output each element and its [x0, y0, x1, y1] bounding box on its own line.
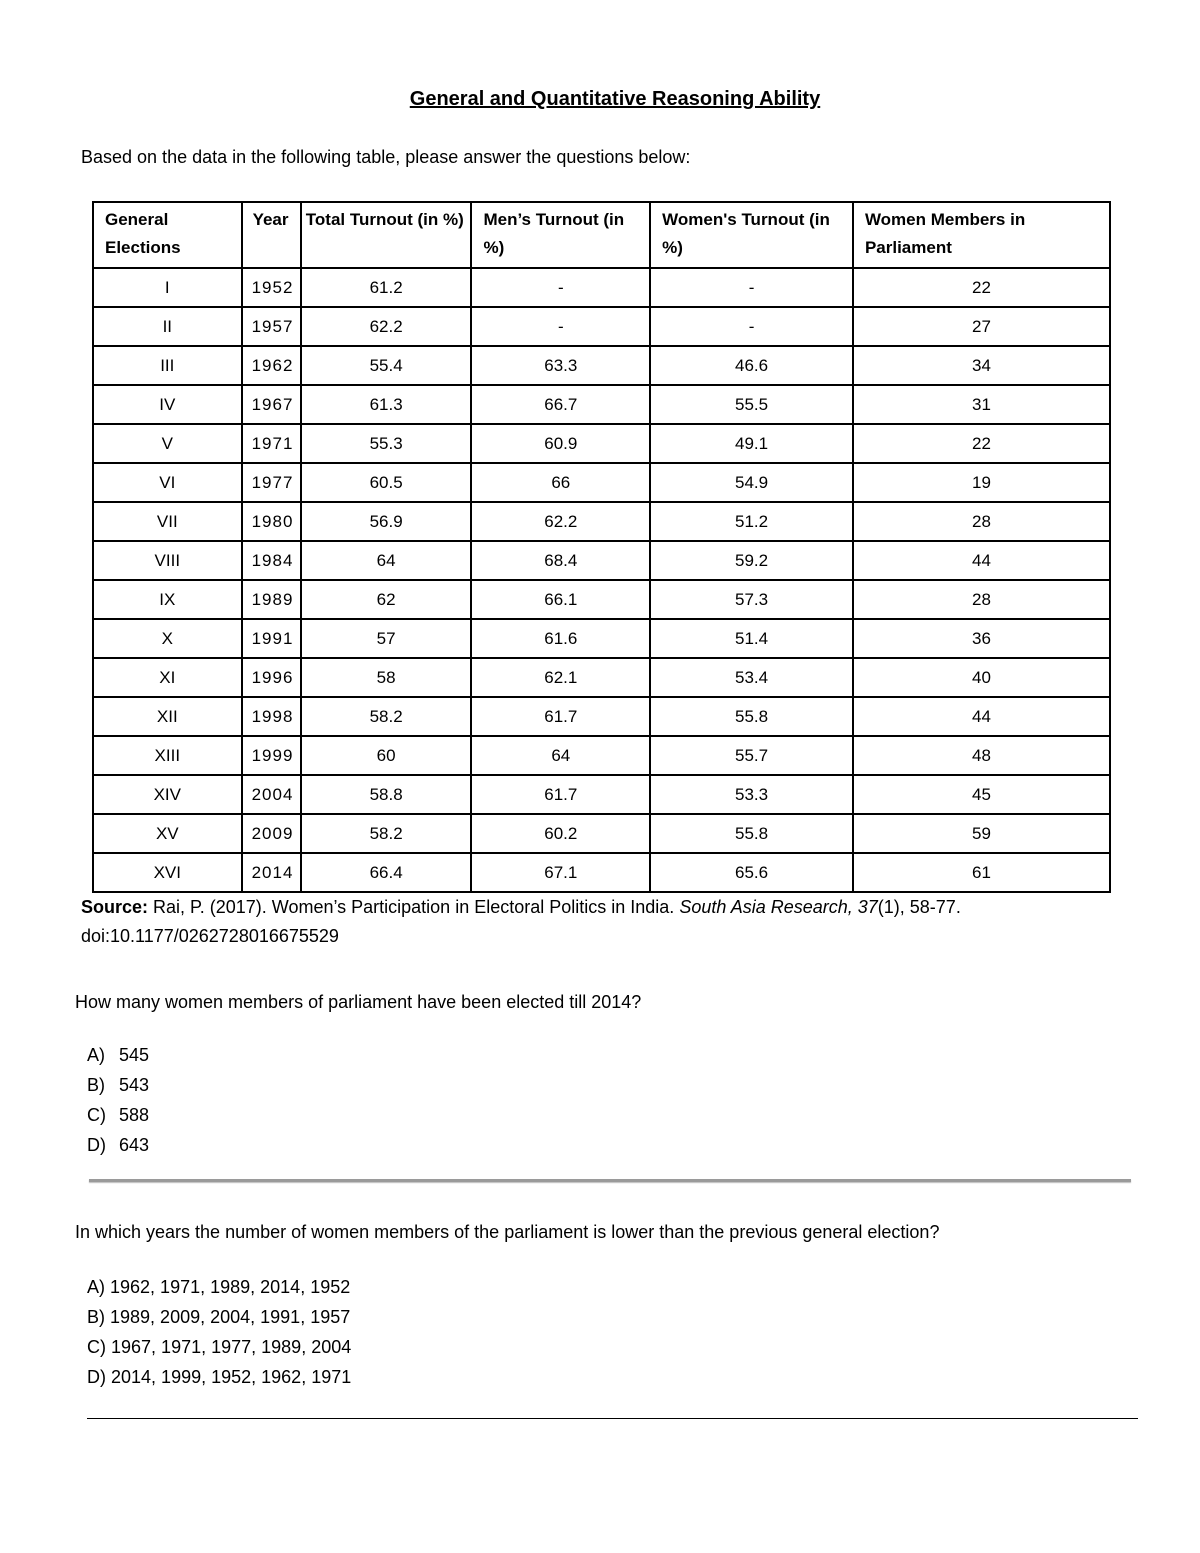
cell-mens-turnout: 61.6 — [471, 619, 650, 658]
table-row — [93, 307, 1110, 346]
cell-year: 2004 — [242, 775, 301, 814]
cell-year: 1999 — [242, 736, 301, 775]
cell-total-turnout: 58 — [301, 658, 472, 697]
cell-year: 1971 — [242, 424, 301, 463]
table-row — [93, 814, 1110, 853]
cell-total-turnout: 55.3 — [301, 424, 472, 463]
table-body — [93, 268, 1110, 892]
cell-year: 1989 — [242, 580, 301, 619]
cell-womens-turnout: 53.4 — [650, 658, 853, 697]
cell-total-turnout: 55.4 — [301, 346, 472, 385]
cell-women-members: 45 — [853, 775, 1110, 814]
cell-women-members: 48 — [853, 736, 1110, 775]
cell-year: 1991 — [242, 619, 301, 658]
question-2: In which years the number of women members of the parliament is lower than the previous general election? — [75, 1222, 940, 1242]
cell-mens-turnout: 61.7 — [471, 697, 650, 736]
cell-women-members: 28 — [853, 502, 1110, 541]
cell-womens-turnout: 59.2 — [650, 541, 853, 580]
cell-womens-turnout: 51.4 — [650, 619, 853, 658]
cell-year: 1977 — [242, 463, 301, 502]
cell-election-number: X — [93, 619, 242, 658]
source-text: Rai, P. (2017). Women’s Participation in Electoral Politics in India. — [153, 897, 675, 917]
cell-womens-turnout: 55.7 — [650, 736, 853, 775]
cell-women-members: 40 — [853, 658, 1110, 697]
cell-year: 1952 — [242, 268, 301, 307]
cell-women-members: 22 — [853, 424, 1110, 463]
cell-year: 1984 — [242, 541, 301, 580]
cell-year: 1998 — [242, 697, 301, 736]
header-total-turnout: Total Turnout (in %) — [301, 202, 472, 268]
cell-mens-turnout: 60.2 — [471, 814, 650, 853]
cell-election-number: XI — [93, 658, 242, 697]
cell-women-members: 31 — [853, 385, 1110, 424]
cell-year: 1957 — [242, 307, 301, 346]
table-row — [93, 346, 1110, 385]
cell-mens-turnout: 62.2 — [471, 502, 650, 541]
cell-womens-turnout: - — [650, 307, 853, 346]
q1-option-d[interactable]: D) 643 — [87, 1135, 150, 1155]
question-2-options — [87, 1272, 351, 1392]
cell-women-members: 34 — [853, 346, 1110, 385]
cell-mens-turnout: 68.4 — [471, 541, 650, 580]
q2-option-a[interactable]: A) 1962, 1971, 1989, 2014, 1952 — [87, 1277, 351, 1297]
table-row — [93, 619, 1110, 658]
table-row — [93, 697, 1110, 736]
cell-election-number: IV — [93, 385, 242, 424]
source-issue-pages: (1), 58-77. — [877, 897, 961, 917]
cell-women-members: 28 — [853, 580, 1110, 619]
cell-election-number: XIV — [93, 775, 242, 814]
cell-mens-turnout: 66.1 — [471, 580, 650, 619]
cell-mens-turnout: 66 — [471, 463, 650, 502]
question-1: How many women members of parliament have been elected till 2014? — [75, 992, 642, 1012]
cell-total-turnout: 61.2 — [301, 268, 472, 307]
cell-mens-turnout: 66.7 — [471, 385, 650, 424]
table-row — [93, 385, 1110, 424]
cell-mens-turnout: - — [471, 268, 650, 307]
source-journal: South Asia Research, 37 — [679, 897, 878, 917]
cell-election-number: III — [93, 346, 242, 385]
cell-year: 1996 — [242, 658, 301, 697]
cell-total-turnout: 58.8 — [301, 775, 472, 814]
q2-option-d[interactable]: D) 2014, 1999, 1952, 1962, 1971 — [87, 1367, 352, 1387]
page-title: General and Quantitative Reasoning Ability — [409, 88, 821, 110]
table-row — [93, 424, 1110, 463]
cell-election-number: XII — [93, 697, 242, 736]
cell-total-turnout: 64 — [301, 541, 472, 580]
header-general-elections: General Elections — [93, 202, 242, 268]
table-row — [93, 658, 1110, 697]
cell-womens-turnout: 54.9 — [650, 463, 853, 502]
cell-mens-turnout: 60.9 — [471, 424, 650, 463]
cell-election-number: XIII — [93, 736, 242, 775]
section-divider — [89, 1179, 1131, 1182]
cell-total-turnout: 66.4 — [301, 853, 472, 892]
cell-election-number: XVI — [93, 853, 242, 892]
q2-option-c[interactable]: C) 1967, 1971, 1977, 1989, 2004 — [87, 1337, 352, 1357]
cell-election-number: IX — [93, 580, 242, 619]
cell-total-turnout: 62.2 — [301, 307, 472, 346]
header-womens-turnout: Women's Turnout (in %) — [650, 202, 853, 268]
cell-womens-turnout: 49.1 — [650, 424, 853, 463]
source-label: Source: — [81, 897, 149, 917]
table-row — [93, 541, 1110, 580]
bottom-divider — [87, 1418, 1138, 1419]
cell-election-number: I — [93, 268, 242, 307]
cell-womens-turnout: 65.6 — [650, 853, 853, 892]
table-row — [93, 502, 1110, 541]
cell-women-members: 22 — [853, 268, 1110, 307]
cell-mens-turnout: 67.1 — [471, 853, 650, 892]
cell-women-members: 36 — [853, 619, 1110, 658]
cell-mens-turnout: 63.3 — [471, 346, 650, 385]
cell-womens-turnout: 46.6 — [650, 346, 853, 385]
cell-women-members: 44 — [853, 541, 1110, 580]
election-data-table — [92, 201, 1111, 893]
cell-total-turnout: 60.5 — [301, 463, 472, 502]
header-mens-turnout: Men’s Turnout (in %) — [471, 202, 650, 268]
cell-womens-turnout: 55.8 — [650, 814, 853, 853]
cell-year: 1967 — [242, 385, 301, 424]
table-row — [93, 268, 1110, 307]
cell-women-members: 61 — [853, 853, 1110, 892]
question-1-options — [87, 1040, 149, 1160]
header-women-members: Women Members in Parliament — [853, 202, 1110, 268]
cell-women-members: 59 — [853, 814, 1110, 853]
q2-option-b[interactable]: B) 1989, 2009, 2004, 1991, 1957 — [87, 1307, 351, 1327]
cell-womens-turnout: 55.5 — [650, 385, 853, 424]
cell-womens-turnout: 53.3 — [650, 775, 853, 814]
cell-womens-turnout: 55.8 — [650, 697, 853, 736]
cell-year: 1980 — [242, 502, 301, 541]
cell-total-turnout: 61.3 — [301, 385, 472, 424]
cell-year: 1962 — [242, 346, 301, 385]
q1-option-a[interactable]: A) 545 — [87, 1045, 150, 1065]
table-row — [93, 736, 1110, 775]
cell-election-number: VII — [93, 502, 242, 541]
table-row — [93, 853, 1110, 892]
cell-election-number: V — [93, 424, 242, 463]
cell-total-turnout: 58.2 — [301, 697, 472, 736]
table-row — [93, 463, 1110, 502]
cell-womens-turnout: 57.3 — [650, 580, 853, 619]
cell-total-turnout: 56.9 — [301, 502, 472, 541]
cell-total-turnout: 58.2 — [301, 814, 472, 853]
cell-total-turnout: 57 — [301, 619, 472, 658]
cell-election-number: XV — [93, 814, 242, 853]
cell-mens-turnout: - — [471, 307, 650, 346]
cell-mens-turnout: 64 — [471, 736, 650, 775]
cell-total-turnout: 60 — [301, 736, 472, 775]
intro-text: Based on the data in the following table, please answer the questions below: — [81, 147, 691, 167]
cell-election-number: VI — [93, 463, 242, 502]
source-doi: doi:10.1177/0262728016675529 — [81, 926, 339, 946]
cell-year: 2014 — [242, 853, 301, 892]
q1-option-c[interactable]: C) 588 — [87, 1105, 150, 1125]
table-row — [93, 775, 1110, 814]
table-header-row — [93, 202, 1110, 268]
q1-option-b[interactable]: B) 543 — [87, 1075, 150, 1095]
cell-women-members: 19 — [853, 463, 1110, 502]
cell-election-number: II — [93, 307, 242, 346]
cell-women-members: 27 — [853, 307, 1110, 346]
cell-total-turnout: 62 — [301, 580, 472, 619]
cell-mens-turnout: 62.1 — [471, 658, 650, 697]
cell-women-members: 44 — [853, 697, 1110, 736]
source-citation — [81, 893, 961, 951]
cell-election-number: VIII — [93, 541, 242, 580]
cell-womens-turnout: - — [650, 268, 853, 307]
cell-womens-turnout: 51.2 — [650, 502, 853, 541]
table-row — [93, 580, 1110, 619]
cell-mens-turnout: 61.7 — [471, 775, 650, 814]
cell-year: 2009 — [242, 814, 301, 853]
header-year: Year — [242, 202, 301, 268]
